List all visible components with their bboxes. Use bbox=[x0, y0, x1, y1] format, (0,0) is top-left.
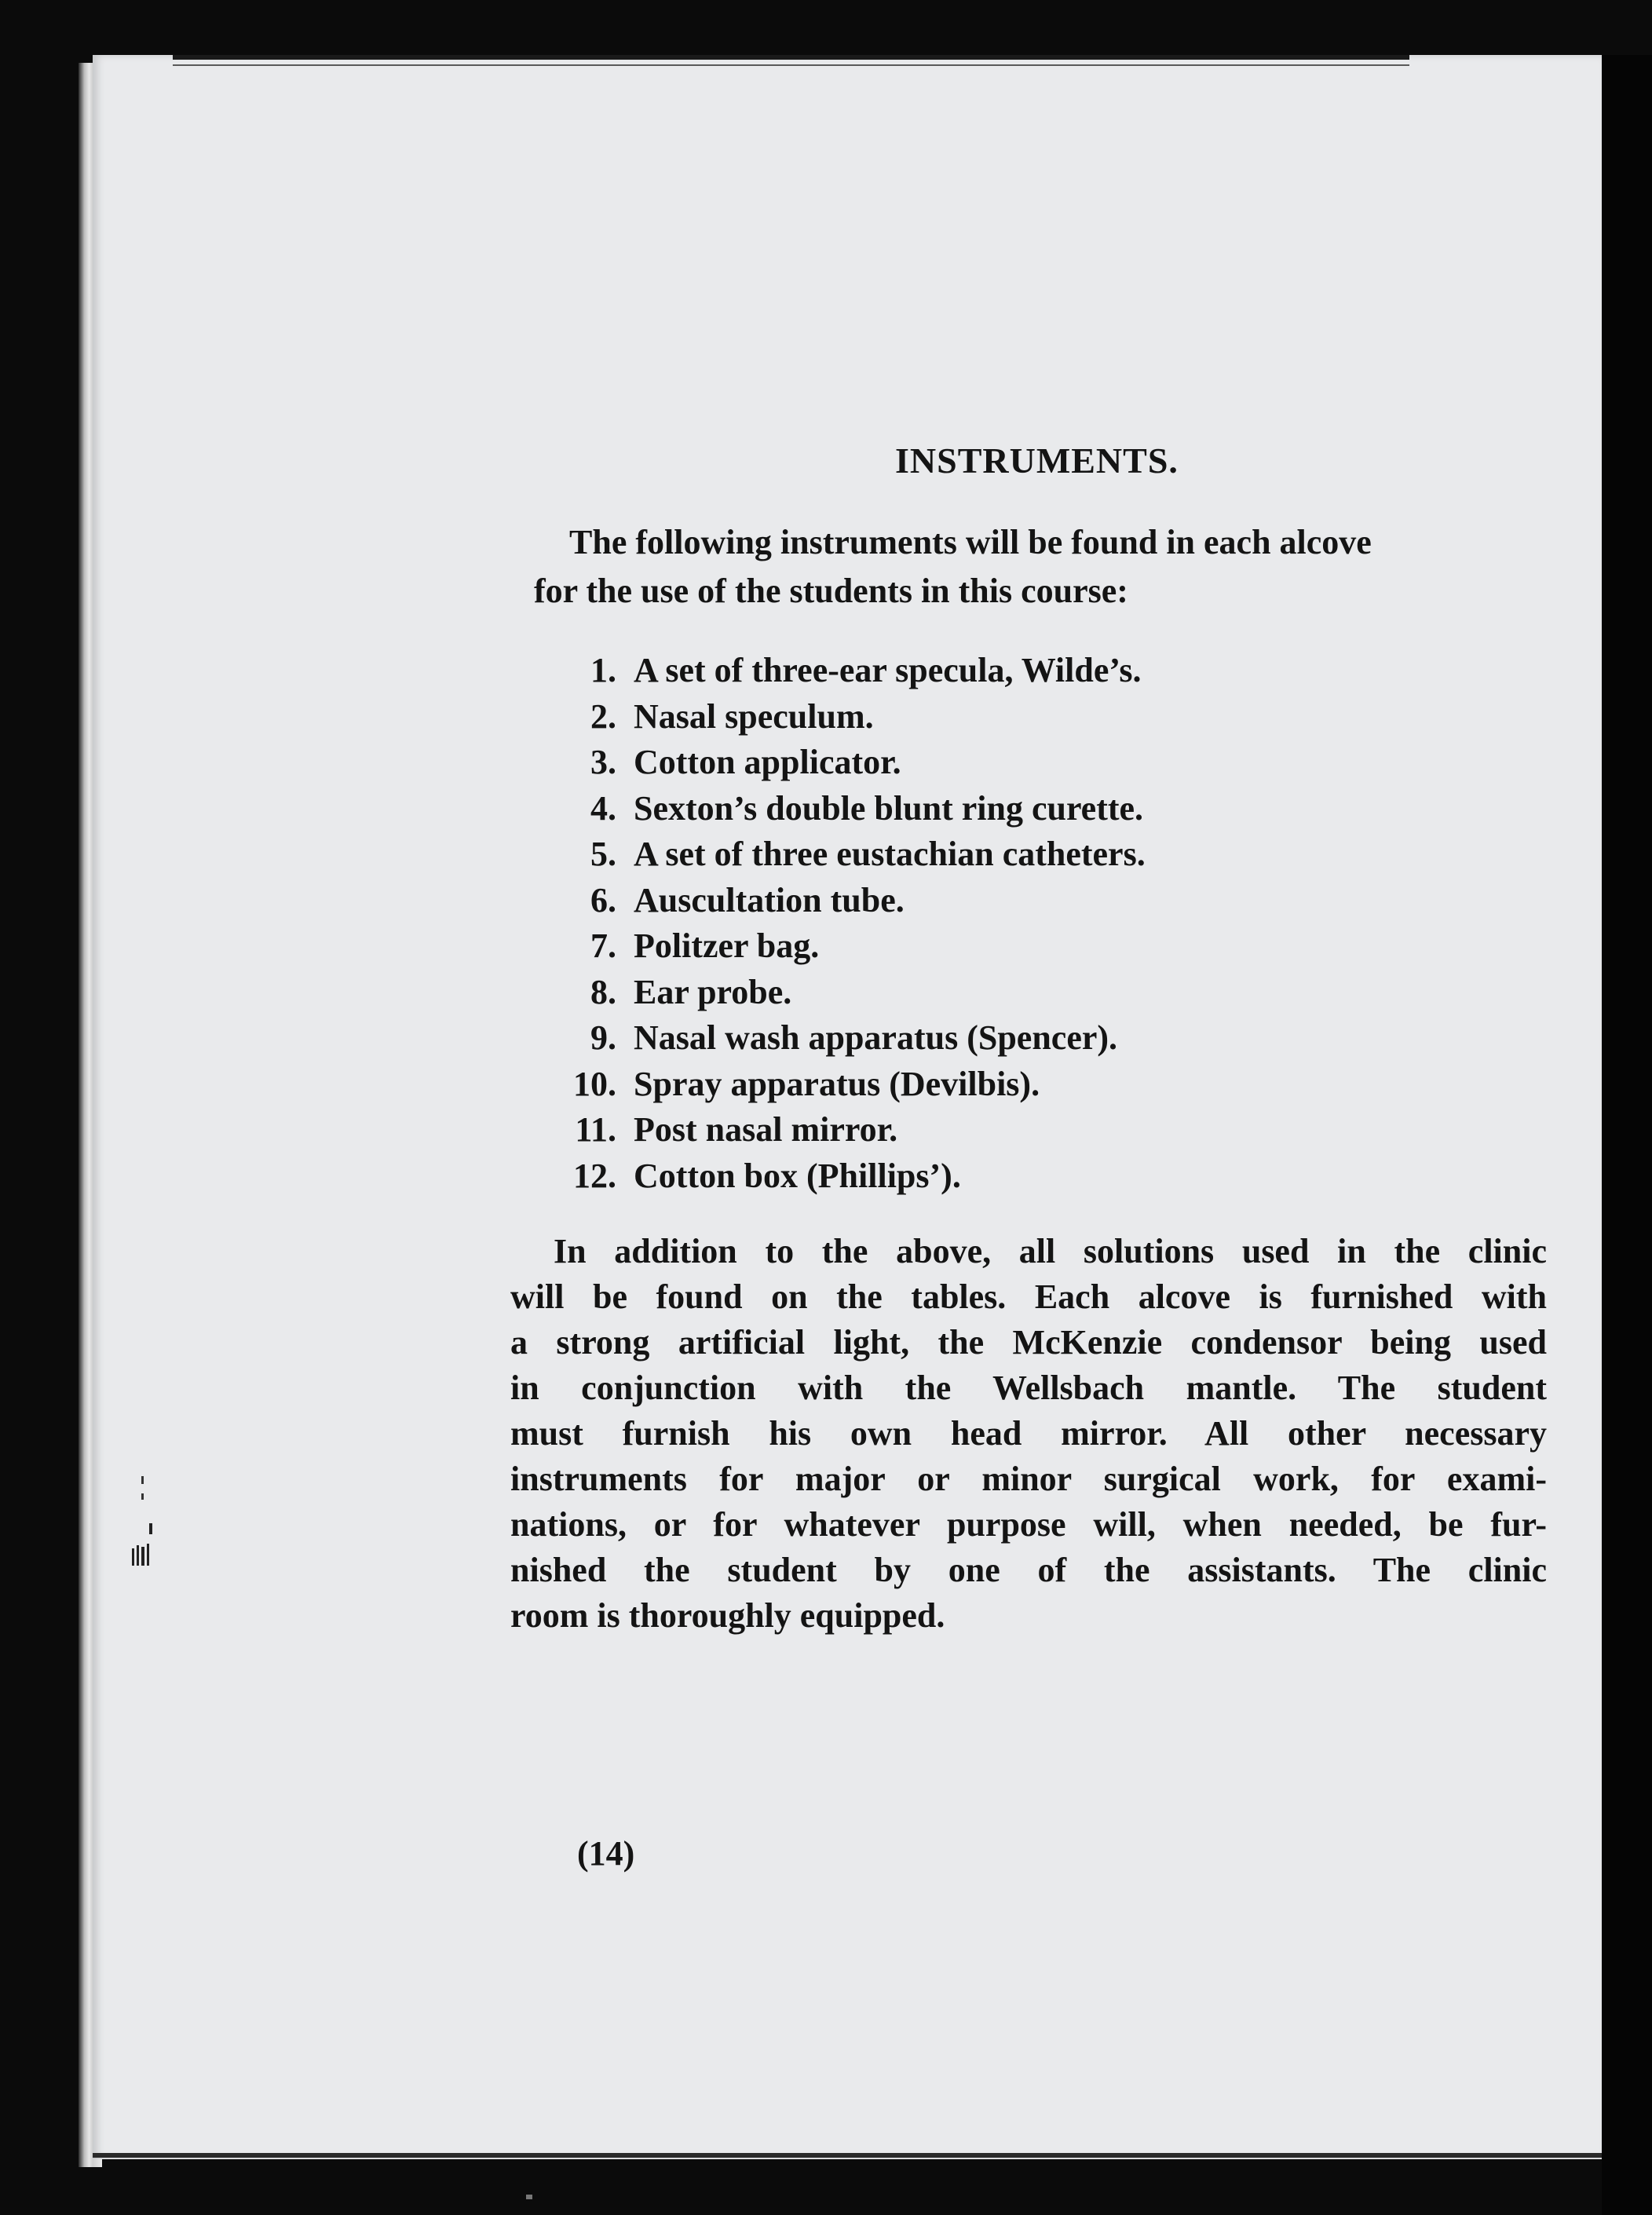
item-number: 1. bbox=[590, 651, 616, 689]
item-number: 3. bbox=[590, 743, 616, 781]
paragraph-line: nations, or for whatever purpose will, when needed, be fur- bbox=[510, 1505, 1547, 1544]
intro-line: for the use of the students in this course: bbox=[534, 572, 1128, 610]
list-item bbox=[557, 1015, 1146, 1062]
item-number: 4. bbox=[590, 788, 616, 828]
item-text: Nasal wash apparatus (Spencer). bbox=[634, 1018, 1118, 1057]
item-text: Politzer bag. bbox=[634, 927, 820, 965]
list-item bbox=[557, 648, 1146, 694]
item-number: 6. bbox=[590, 880, 616, 919]
list-item bbox=[557, 1062, 1146, 1108]
item-text: Cotton box (Phillips’). bbox=[634, 1156, 961, 1195]
list-item bbox=[557, 740, 1146, 786]
section-title: INSTRUMENTS. bbox=[895, 440, 1179, 481]
item-number: 5. bbox=[590, 835, 616, 873]
item-number: 9. bbox=[590, 1018, 616, 1057]
paragraph-line: room is thoroughly equipped. bbox=[510, 1596, 945, 1635]
item-number: 11. bbox=[575, 1110, 616, 1149]
item-number: 10. bbox=[573, 1064, 616, 1103]
paragraph-line: In addition to the above, all solutions used in the clinic bbox=[554, 1232, 1547, 1270]
list-item bbox=[557, 1107, 1146, 1153]
list-item bbox=[557, 970, 1146, 1016]
intro-paragraph bbox=[534, 518, 1555, 616]
item-text: Nasal speculum. bbox=[634, 696, 874, 736]
paragraph-line: must furnish his own head mirror. All other necessary bbox=[510, 1414, 1547, 1453]
item-number: 8. bbox=[590, 972, 616, 1011]
list-item bbox=[557, 923, 1146, 970]
body-paragraph bbox=[510, 1229, 1547, 1639]
paragraph-line: nished the student by one of the assistants. The clinic bbox=[510, 1551, 1547, 1589]
paragraph-line: a strong artificial light, the McKenzie condensor being used bbox=[510, 1323, 1547, 1362]
item-text: A set of three eustachian catheters. bbox=[634, 835, 1146, 873]
list-item bbox=[557, 832, 1146, 878]
paragraph-line: instruments for major or minor surgical work, for exami- bbox=[510, 1460, 1547, 1498]
list-item bbox=[557, 694, 1146, 740]
item-text: Spray apparatus (Devilbis). bbox=[634, 1064, 1040, 1103]
item-number: 12. bbox=[573, 1156, 616, 1195]
list-item bbox=[557, 1153, 1146, 1200]
item-number: 7. bbox=[590, 927, 616, 965]
item-text: Auscultation tube. bbox=[634, 880, 905, 919]
bottom-rule bbox=[93, 2153, 1602, 2158]
top-rule bbox=[173, 55, 1409, 60]
item-text: Ear probe. bbox=[634, 972, 792, 1011]
item-text: Sexton’s double blunt ring curette. bbox=[634, 788, 1144, 828]
list-item bbox=[557, 878, 1146, 924]
scan-artifact bbox=[526, 2195, 532, 2199]
list-item bbox=[557, 786, 1146, 832]
top-rule-secondary bbox=[173, 64, 1409, 66]
item-number: 2. bbox=[590, 696, 616, 736]
item-text: Cotton applicator. bbox=[634, 743, 901, 781]
scan-border-right bbox=[1602, 55, 1652, 2215]
instrument-list bbox=[557, 648, 1146, 1199]
item-text: A set of three-ear specula, Wilde’s. bbox=[634, 651, 1142, 689]
paragraph-line: in conjunction with the Wellsbach mantle. The student bbox=[510, 1369, 1547, 1407]
item-text: Post nasal mirror. bbox=[634, 1110, 898, 1149]
paragraph-line: will be found on the tables. Each alcove is furnished with bbox=[510, 1277, 1547, 1316]
page-number: (14) bbox=[577, 1834, 635, 1873]
intro-line: The following instruments will be found in each alcove bbox=[569, 523, 1372, 561]
margin-marks bbox=[118, 1476, 173, 1570]
